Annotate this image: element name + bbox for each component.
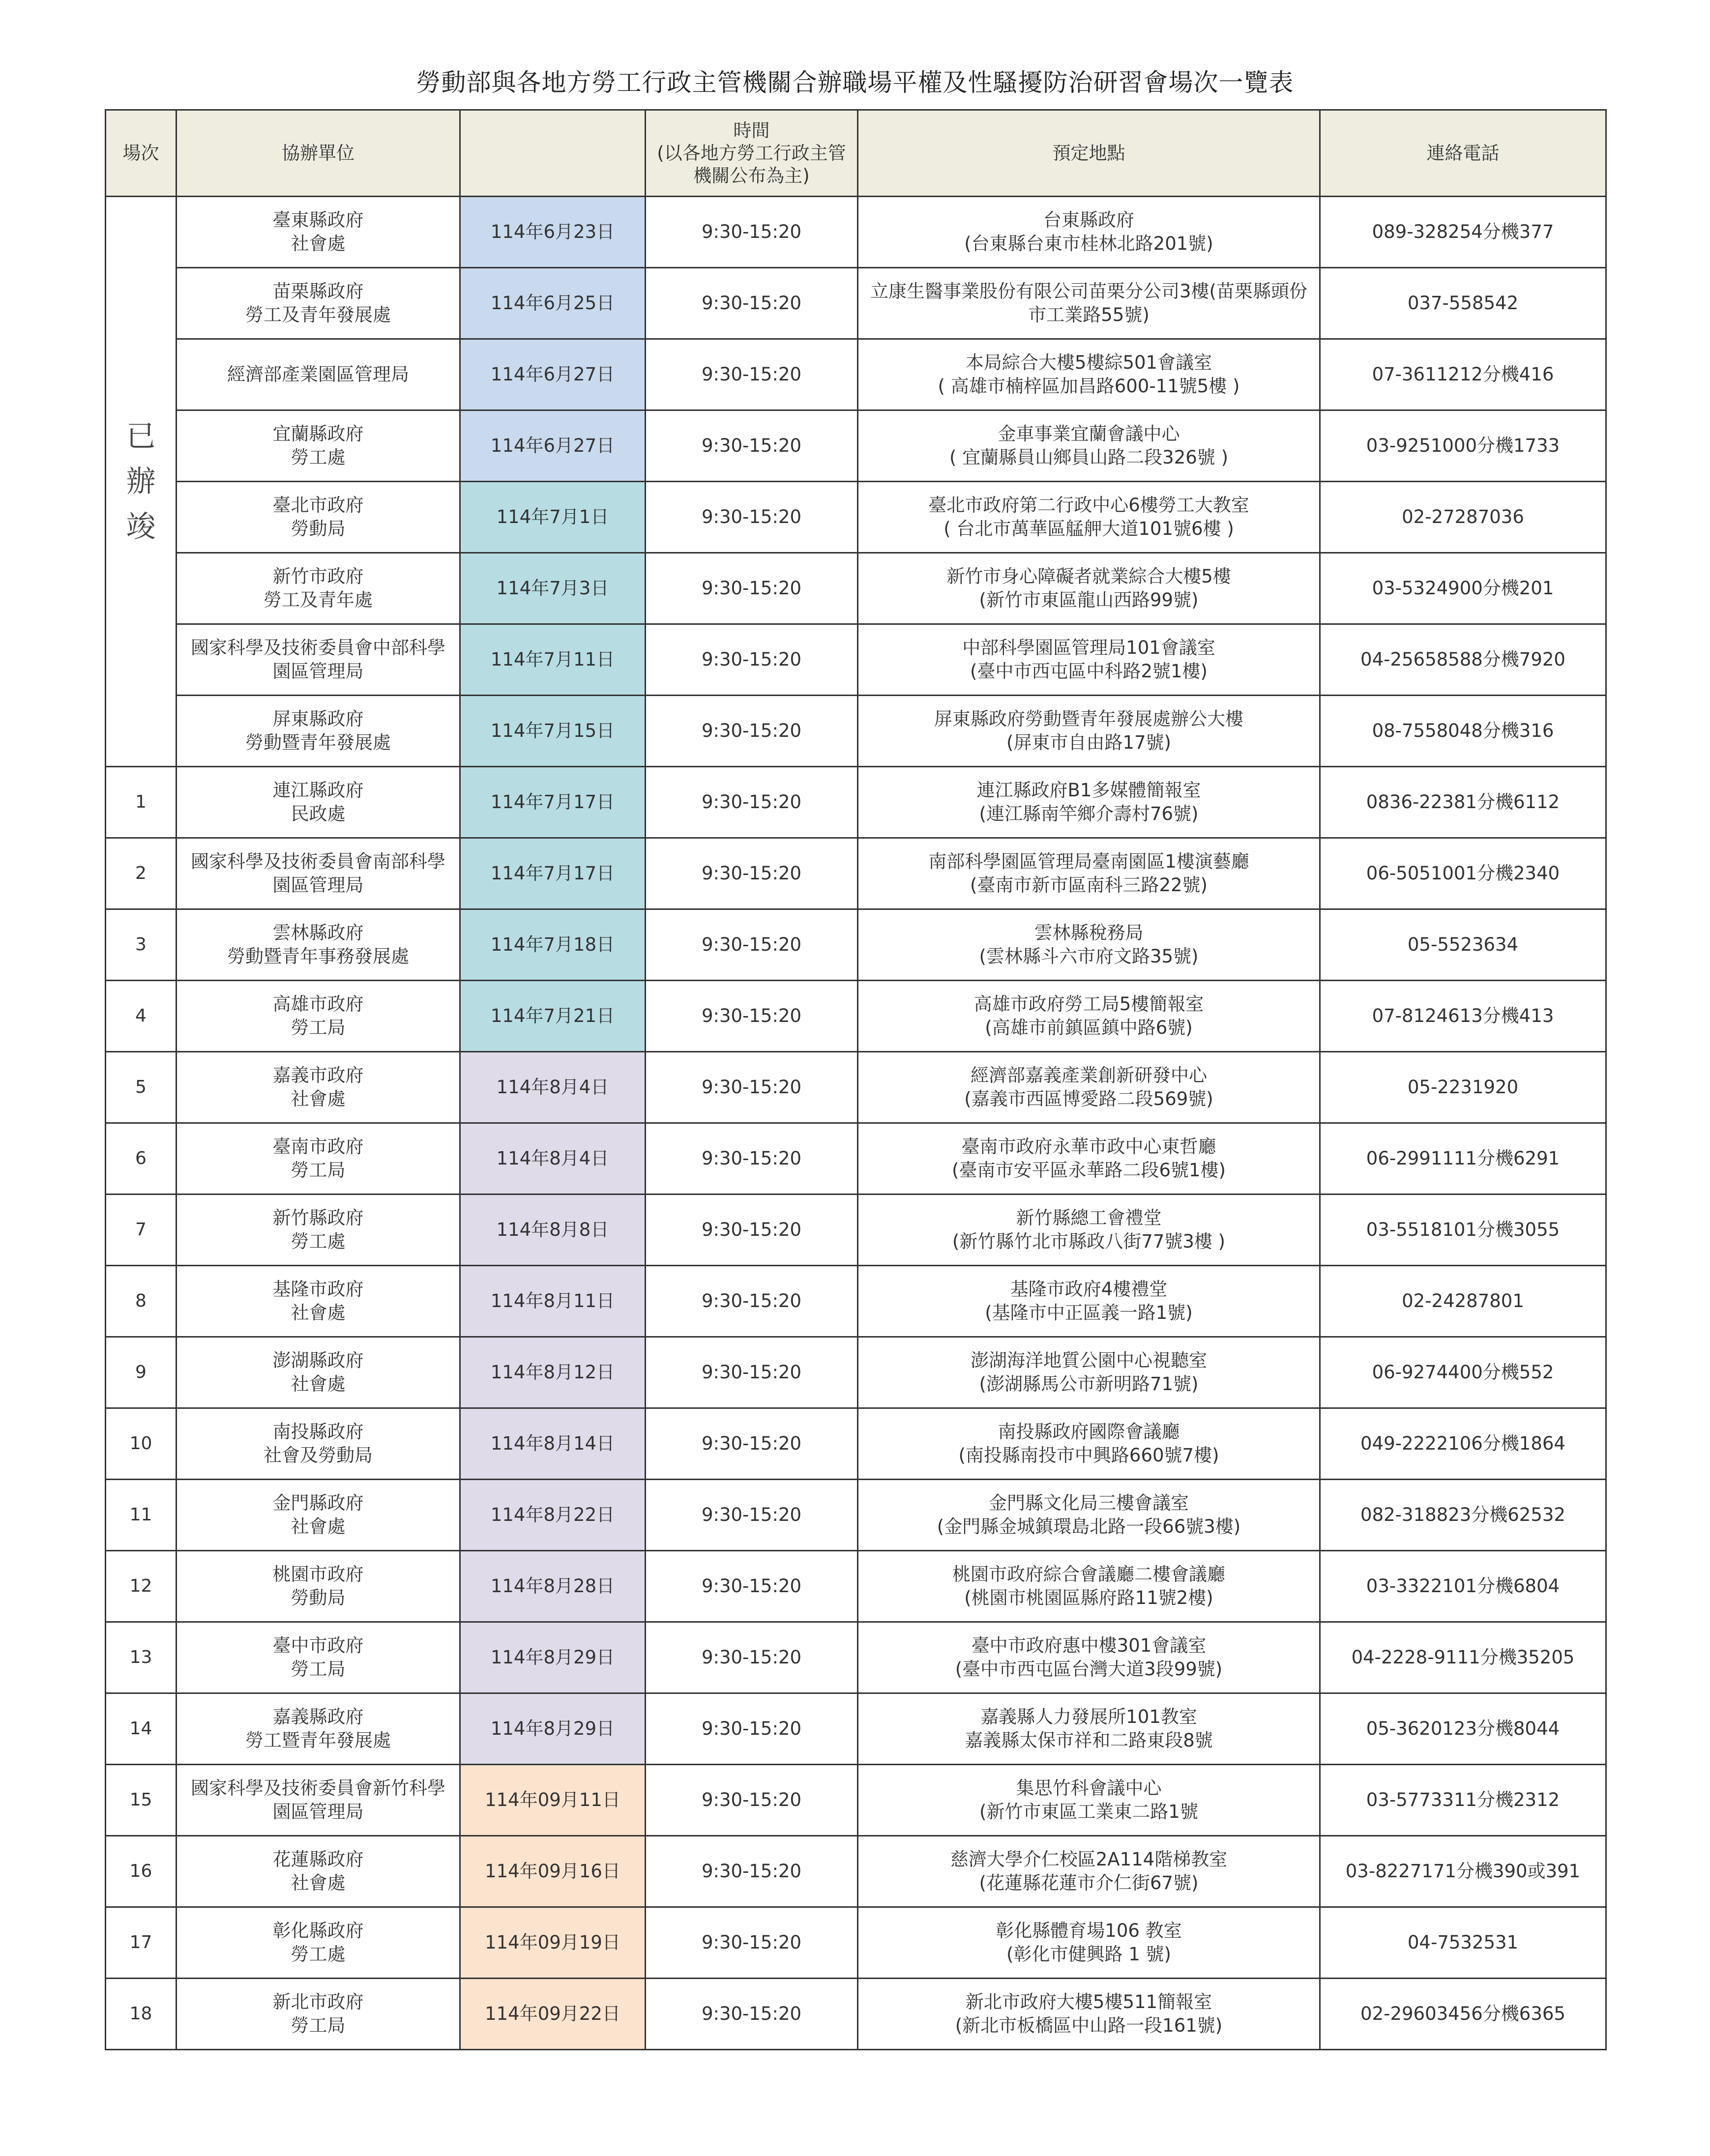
header-time <box>646 110 858 197</box>
time-cell: 9:30-15:20 <box>646 339 858 410</box>
location-line: (臺中市西屯區中科路2號1樓) <box>970 661 1208 682</box>
organizer-line: 園區管理局 <box>272 661 364 682</box>
phone-cell: 04-2228-9111分機35205 <box>1320 1622 1606 1693</box>
phone-cell: 037-558542 <box>1320 268 1606 339</box>
table-row <box>106 1907 1606 1979</box>
organizer-line: 國家科學及技術委員會新竹科學 <box>191 1777 445 1799</box>
location-cell <box>858 339 1320 410</box>
location-cell <box>858 1408 1320 1480</box>
date-cell: 114年7月15日 <box>460 696 646 767</box>
date-cell: 114年6月27日 <box>460 339 646 410</box>
location-line: 金門縣文化局三樓會議室 <box>989 1492 1189 1514</box>
location-line: 南投縣政府國際會議廳 <box>998 1421 1180 1442</box>
location-cell <box>858 553 1320 624</box>
location-line: (台東縣台東市桂林北路201號) <box>964 233 1213 254</box>
phone-cell: 0836-22381分機6112 <box>1320 767 1606 838</box>
location-line: 慈濟大學介仁校區2A114階梯教室 <box>950 1849 1228 1870</box>
date-cell: 114年09月16日 <box>460 1836 646 1907</box>
time-cell: 9:30-15:20 <box>646 838 858 909</box>
location-cell <box>858 197 1320 268</box>
organizer-cell <box>177 482 460 553</box>
location-cell <box>858 1693 1320 1765</box>
organizer-line: 嘉義縣政府 <box>272 1706 364 1727</box>
session-number: 16 <box>106 1836 177 1907</box>
phone-cell: 07-3611212分機416 <box>1320 339 1606 410</box>
table-row <box>106 1622 1606 1693</box>
date-cell: 114年8月29日 <box>460 1693 646 1765</box>
phone-cell: 07-8124613分機413 <box>1320 981 1606 1052</box>
header-phone: 連絡電話 <box>1320 110 1606 197</box>
table-row <box>106 1693 1606 1765</box>
phone-cell: 08-7558048分機316 <box>1320 696 1606 767</box>
location-cell <box>858 838 1320 909</box>
session-number: 3 <box>106 909 177 981</box>
phone-cell: 02-24287801 <box>1320 1266 1606 1337</box>
session-number: 9 <box>106 1337 177 1408</box>
location-line: (南投縣南投市中興路660號7樓) <box>958 1445 1219 1466</box>
header-time-line: 時間 <box>733 119 770 141</box>
location-line: 臺南市政府永華市政中心東哲廳 <box>961 1136 1216 1157</box>
organizer-line: 勞工及青年發展處 <box>245 304 391 325</box>
location-line: 臺北市政府第二行政中心6樓勞工大教室 <box>928 495 1249 516</box>
page-title: 勞動部與各地方勞工行政主管機關合辦職場平權及性騷擾防治研習會場次一覽表 <box>416 68 1294 97</box>
table-row <box>106 696 1606 767</box>
organizer-line: 新竹市政府 <box>272 566 364 587</box>
location-line: 經濟部嘉義產業創新研發中心 <box>971 1065 1207 1086</box>
time-cell: 9:30-15:20 <box>646 981 858 1052</box>
organizer-cell <box>177 268 460 339</box>
organizer-line: 嘉義市政府 <box>272 1065 364 1086</box>
organizer-line: 新北市政府 <box>272 1991 364 2012</box>
header-time-line: 機關公布為主) <box>693 165 810 186</box>
location-line: ( 高雄市楠梓區加昌路600-11號5樓 ) <box>938 376 1240 397</box>
header-time-line: (以各地方勞工行政主管 <box>657 142 846 164</box>
session-number: 11 <box>106 1480 177 1551</box>
organizer-line: 臺南市政府 <box>272 1136 364 1157</box>
date-cell: 114年6月27日 <box>460 410 646 482</box>
location-line: 彰化縣體育場106 教室 <box>996 1920 1182 1941</box>
table-row <box>106 1765 1606 1836</box>
organizer-cell <box>177 1765 460 1836</box>
phone-cell: 03-3322101分機6804 <box>1320 1551 1606 1622</box>
table-row <box>106 197 1606 268</box>
location-cell <box>858 1551 1320 1622</box>
location-line: (新北市板橋區中山路一段161號) <box>955 2015 1223 2036</box>
organizer-line: 民政處 <box>291 803 346 824</box>
organizer-line: 宜蘭縣政府 <box>272 423 364 444</box>
date-cell: 114年8月4日 <box>460 1123 646 1195</box>
location-cell <box>858 1765 1320 1836</box>
session-number: 7 <box>106 1195 177 1266</box>
organizer-line: 勞工處 <box>291 1231 346 1252</box>
table-row <box>106 1979 1606 2050</box>
time-cell: 9:30-15:20 <box>646 1551 858 1622</box>
organizer-line: 彰化縣政府 <box>272 1920 364 1941</box>
location-cell <box>858 410 1320 482</box>
phone-cell: 03-5518101分機3055 <box>1320 1195 1606 1266</box>
location-line: 新竹縣總工會禮堂 <box>1016 1207 1162 1228</box>
location-cell <box>858 482 1320 553</box>
time-cell: 9:30-15:20 <box>646 1836 858 1907</box>
session-number: 12 <box>106 1551 177 1622</box>
location-line: 新北市政府大樓5樓511簡報室 <box>965 1991 1212 2012</box>
location-line: 南部科學園區管理局臺南園區1樓演藝廳 <box>928 851 1249 872</box>
location-line: (高雄市前鎮區鎮中路6號) <box>985 1017 1193 1038</box>
organizer-line: 勞工局 <box>291 1017 346 1038</box>
phone-cell: 082-318823分機62532 <box>1320 1480 1606 1551</box>
location-line: 高雄市政府勞工局5樓簡報室 <box>973 993 1204 1015</box>
organizer-line: 臺北市政府 <box>272 495 364 516</box>
phone-cell: 02-27287036 <box>1320 482 1606 553</box>
date-cell: 114年8月11日 <box>460 1266 646 1337</box>
date-cell: 114年09月22日 <box>460 1979 646 2050</box>
location-line: 臺中市政府惠中樓301會議室 <box>971 1635 1207 1656</box>
location-cell <box>858 696 1320 767</box>
organizer-line: 勞工局 <box>291 1659 346 1680</box>
time-cell: 9:30-15:20 <box>646 1765 858 1836</box>
session-number: 2 <box>106 838 177 909</box>
organizer-cell <box>177 624 460 696</box>
organizer-cell <box>177 1551 460 1622</box>
phone-cell: 03-9251000分機1733 <box>1320 410 1606 482</box>
organizer-line: 南投縣政府 <box>272 1421 364 1442</box>
table-row <box>106 1836 1606 1907</box>
table-row <box>106 981 1606 1052</box>
date-cell: 114年8月8日 <box>460 1195 646 1266</box>
header-organizer: 協辦單位 <box>177 110 460 197</box>
location-line: (桃園市桃園區縣府路11號2樓) <box>964 1587 1213 1608</box>
location-cell <box>858 1195 1320 1266</box>
organizer-line: 勞工局 <box>291 2015 346 2036</box>
location-line: (彰化市健興路 1 號) <box>1006 1944 1171 1965</box>
organizer-cell <box>177 696 460 767</box>
date-cell: 114年7月18日 <box>460 909 646 981</box>
organizer-line: 社會處 <box>291 1088 346 1109</box>
table-row <box>106 268 1606 339</box>
organizer-line: 臺東縣政府 <box>272 209 364 231</box>
session-number: 18 <box>106 1979 177 2050</box>
location-line: (嘉義市西區博愛路二段569號) <box>964 1088 1213 1109</box>
location-line: 立康生醫事業股份有限公司苗栗分公司3樓(苗栗縣頭份 <box>870 281 1307 302</box>
time-cell: 9:30-15:20 <box>646 909 858 981</box>
organizer-cell <box>177 1622 460 1693</box>
time-cell: 9:30-15:20 <box>646 268 858 339</box>
phone-cell: 06-9274400分機552 <box>1320 1337 1606 1408</box>
phone-cell: 05-3620123分機8044 <box>1320 1693 1606 1765</box>
organizer-cell <box>177 981 460 1052</box>
table-row <box>106 909 1606 981</box>
session-number: 14 <box>106 1693 177 1765</box>
session-number: 4 <box>106 981 177 1052</box>
time-cell: 9:30-15:20 <box>646 197 858 268</box>
location-cell <box>858 1480 1320 1551</box>
date-cell: 114年7月11日 <box>460 624 646 696</box>
location-cell <box>858 1979 1320 2050</box>
date-cell: 114年6月23日 <box>460 197 646 268</box>
organizer-cell <box>177 339 460 410</box>
location-line: 基隆市政府4樓禮堂 <box>1010 1279 1168 1300</box>
location-line: (臺南市安平區永華路二段6號1樓) <box>952 1160 1226 1181</box>
location-line: (臺中市西屯區台灣大道3段99號) <box>955 1659 1223 1680</box>
location-cell <box>858 767 1320 838</box>
organizer-cell <box>177 1052 460 1123</box>
location-line: (基隆市中正區義一路1號) <box>985 1302 1193 1323</box>
organizer-line: 勞工局 <box>291 1160 346 1181</box>
location-line: 中部科學園區管理局101會議室 <box>962 637 1215 658</box>
organizer-line: 國家科學及技術委員會中部科學 <box>191 637 445 658</box>
organizer-line: 國家科學及技術委員會南部科學 <box>191 851 445 872</box>
organizer-line: 勞工處 <box>291 447 346 468</box>
location-cell <box>858 981 1320 1052</box>
time-cell: 9:30-15:20 <box>646 1979 858 2050</box>
organizer-line: 社會處 <box>291 1373 346 1395</box>
time-cell: 9:30-15:20 <box>646 1408 858 1480</box>
location-line: (屏東市自由路17號) <box>1006 732 1171 753</box>
phone-cell: 02-29603456分機6365 <box>1320 1979 1606 2050</box>
time-cell: 9:30-15:20 <box>646 410 858 482</box>
location-line: 澎湖海洋地質公園中心視聽室 <box>971 1350 1207 1371</box>
location-line: 新竹市身心障礙者就業綜合大樓5樓 <box>946 566 1231 587</box>
phone-cell: 03-5773311分機2312 <box>1320 1765 1606 1836</box>
location-cell <box>858 1052 1320 1123</box>
header-date <box>460 110 646 197</box>
session-number: 1 <box>106 767 177 838</box>
session-number: 5 <box>106 1052 177 1123</box>
phone-cell: 089-328254分機377 <box>1320 197 1606 268</box>
time-cell: 9:30-15:20 <box>646 1052 858 1123</box>
table-row <box>106 339 1606 410</box>
table-row <box>106 553 1606 624</box>
location-cell <box>858 1123 1320 1195</box>
organizer-cell <box>177 1979 460 2050</box>
table-row <box>106 838 1606 909</box>
time-cell: 9:30-15:20 <box>646 1266 858 1337</box>
phone-cell: 03-5324900分機201 <box>1320 553 1606 624</box>
time-cell: 9:30-15:20 <box>646 696 858 767</box>
date-cell: 114年7月3日 <box>460 553 646 624</box>
session-number: 6 <box>106 1123 177 1195</box>
session-number: 13 <box>106 1622 177 1693</box>
location-line: 嘉義縣人力發展所101教室 <box>980 1706 1197 1727</box>
completed-label-char: 已 <box>126 419 156 454</box>
session-number: 15 <box>106 1765 177 1836</box>
organizer-line: 社會處 <box>291 1516 346 1537</box>
organizer-line: 社會及勞動局 <box>264 1445 373 1466</box>
organizer-line: 連江縣政府 <box>272 780 364 801</box>
phone-cell: 06-5051001分機2340 <box>1320 838 1606 909</box>
organizer-cell <box>177 767 460 838</box>
location-cell <box>858 1337 1320 1408</box>
table-row <box>106 1337 1606 1408</box>
organizer-cell <box>177 1408 460 1480</box>
location-line: 屏東縣政府勞動暨青年發展處辦公大樓 <box>934 708 1243 729</box>
organizer-line: 高雄市政府 <box>272 993 364 1015</box>
date-cell: 114年8月14日 <box>460 1408 646 1480</box>
organizer-line: 勞動暨青年事務發展處 <box>227 946 409 967</box>
location-line: (新竹縣竹北市縣政八街77號3樓 ) <box>952 1231 1226 1252</box>
time-cell: 9:30-15:20 <box>646 553 858 624</box>
date-cell: 114年7月17日 <box>460 767 646 838</box>
time-cell: 9:30-15:20 <box>646 1907 858 1979</box>
table-row <box>106 1408 1606 1480</box>
phone-cell: 05-2231920 <box>1320 1052 1606 1123</box>
organizer-line: 勞動局 <box>291 518 346 539</box>
time-cell: 9:30-15:20 <box>646 1622 858 1693</box>
location-line: (新竹市東區工業東二路1號 <box>979 1801 1198 1822</box>
time-cell: 9:30-15:20 <box>646 1123 858 1195</box>
time-cell: 9:30-15:20 <box>646 624 858 696</box>
table-header <box>106 110 1606 197</box>
location-line: 金車事業宜蘭會議中心 <box>998 423 1180 444</box>
time-cell: 9:30-15:20 <box>646 767 858 838</box>
organizer-cell <box>177 197 460 268</box>
phone-cell: 05-5523634 <box>1320 909 1606 981</box>
location-line: (澎湖縣馬公市新明路71號) <box>979 1373 1199 1395</box>
location-line: 嘉義縣太保市祥和二路東段8號 <box>965 1730 1213 1751</box>
location-cell <box>858 1836 1320 1907</box>
session-table <box>105 109 1607 2050</box>
organizer-line: 雲林縣政府 <box>272 922 364 943</box>
time-cell: 9:30-15:20 <box>646 1195 858 1266</box>
phone-cell: 049-2222106分機1864 <box>1320 1408 1606 1480</box>
time-cell: 9:30-15:20 <box>646 1693 858 1765</box>
organizer-line: 勞工及青年處 <box>264 589 373 611</box>
session-number: 8 <box>106 1266 177 1337</box>
location-line: 市工業路55號) <box>1028 304 1150 325</box>
location-line: 雲林縣稅務局 <box>1034 922 1144 943</box>
phone-cell: 06-2991111分機6291 <box>1320 1123 1606 1195</box>
date-cell: 114年8月12日 <box>460 1337 646 1408</box>
organizer-line: 社會處 <box>291 1302 346 1323</box>
date-cell: 114年8月29日 <box>460 1622 646 1693</box>
organizer-line: 花蓮縣政府 <box>272 1849 364 1870</box>
completed-label <box>106 197 177 767</box>
table-row <box>106 1266 1606 1337</box>
date-cell: 114年7月21日 <box>460 981 646 1052</box>
location-line: (金門縣金城鎮環島北路一段66號3樓) <box>937 1516 1241 1537</box>
organizer-line: 社會處 <box>291 1872 346 1894</box>
organizer-line: 苗栗縣政府 <box>272 281 364 302</box>
table-body <box>106 197 1606 2050</box>
organizer-cell <box>177 1693 460 1765</box>
organizer-line: 桃園市政府 <box>272 1564 364 1585</box>
table-row <box>106 1123 1606 1195</box>
organizer-cell <box>177 410 460 482</box>
date-cell: 114年8月28日 <box>460 1551 646 1622</box>
organizer-cell <box>177 553 460 624</box>
date-cell: 114年8月4日 <box>460 1052 646 1123</box>
organizer-line: 臺中市政府 <box>272 1635 364 1656</box>
completed-label-char: 竣 <box>126 509 156 544</box>
organizer-cell <box>177 838 460 909</box>
phone-cell: 04-7532531 <box>1320 1907 1606 1979</box>
organizer-cell <box>177 1836 460 1907</box>
organizer-line: 園區管理局 <box>272 874 364 896</box>
organizer-line: 勞工處 <box>291 1944 346 1965</box>
location-cell <box>858 1266 1320 1337</box>
organizer-line: 勞動局 <box>291 1587 346 1608</box>
location-line: ( 台北市萬華區艋舺大道101號6樓 ) <box>943 518 1234 539</box>
organizer-cell <box>177 1337 460 1408</box>
location-line: 連江縣政府B1多媒體簡報室 <box>976 780 1201 801</box>
location-line: 桃園市政府綜合會議廳二樓會議廳 <box>952 1564 1225 1585</box>
date-cell: 114年7月17日 <box>460 838 646 909</box>
completed-label-char: 辦 <box>126 464 156 499</box>
session-number: 10 <box>106 1408 177 1480</box>
location-line: 集思竹科會議中心 <box>1016 1777 1162 1799</box>
organizer-cell <box>177 909 460 981</box>
organizer-line: 勞工暨青年發展處 <box>245 1730 391 1751</box>
time-cell: 9:30-15:20 <box>646 482 858 553</box>
session-number: 17 <box>106 1907 177 1979</box>
organizer-line: 勞動暨青年發展處 <box>245 732 391 753</box>
table-row <box>106 767 1606 838</box>
organizer-line: 經濟部產業園區管理局 <box>227 364 409 385</box>
date-cell: 114年09月19日 <box>460 1907 646 1979</box>
location-cell <box>858 624 1320 696</box>
table-row <box>106 1480 1606 1551</box>
organizer-line: 澎湖縣政府 <box>272 1350 364 1371</box>
location-line: 本局綜合大樓5樓綜501會議室 <box>965 352 1212 373</box>
table-row <box>106 1052 1606 1123</box>
organizer-line: 社會處 <box>291 233 346 254</box>
location-line: 台東縣政府 <box>1043 209 1134 231</box>
location-cell <box>858 1622 1320 1693</box>
location-line: (連江縣南竿鄉介壽村76號) <box>979 803 1199 824</box>
location-line: (臺南市新市區南科三路22號) <box>970 874 1208 896</box>
table-row <box>106 410 1606 482</box>
organizer-cell <box>177 1123 460 1195</box>
organizer-line: 園區管理局 <box>272 1801 364 1822</box>
organizer-line: 金門縣政府 <box>272 1492 364 1514</box>
organizer-cell <box>177 1480 460 1551</box>
time-cell: 9:30-15:20 <box>646 1337 858 1408</box>
location-cell <box>858 1907 1320 1979</box>
phone-cell: 03-8227171分機390或391 <box>1320 1836 1606 1907</box>
date-cell: 114年8月22日 <box>460 1480 646 1551</box>
location-line: (花蓮縣花蓮市介仁街67號) <box>979 1872 1199 1894</box>
organizer-cell <box>177 1907 460 1979</box>
location-line: ( 宜蘭縣員山鄉員山路二段326號 ) <box>949 447 1228 468</box>
location-cell <box>858 268 1320 339</box>
location-line: (新竹市東區龍山西路99號) <box>979 589 1199 611</box>
table-row <box>106 482 1606 553</box>
header-session: 場次 <box>106 110 177 197</box>
header-location: 預定地點 <box>858 110 1320 197</box>
organizer-line: 基隆市政府 <box>272 1279 364 1300</box>
date-cell: 114年7月1日 <box>460 482 646 553</box>
table-row <box>106 1551 1606 1622</box>
location-cell <box>858 909 1320 981</box>
table-row <box>106 1195 1606 1266</box>
date-cell: 114年09月11日 <box>460 1765 646 1836</box>
table-row <box>106 624 1606 696</box>
location-line: (雲林縣斗六市府文路35號) <box>979 946 1199 967</box>
phone-cell: 04-25658588分機7920 <box>1320 624 1606 696</box>
organizer-cell <box>177 1266 460 1337</box>
organizer-line: 屏東縣政府 <box>272 708 364 729</box>
organizer-line: 新竹縣政府 <box>272 1207 364 1228</box>
time-cell: 9:30-15:20 <box>646 1480 858 1551</box>
organizer-cell <box>177 1195 460 1266</box>
date-cell: 114年6月25日 <box>460 268 646 339</box>
